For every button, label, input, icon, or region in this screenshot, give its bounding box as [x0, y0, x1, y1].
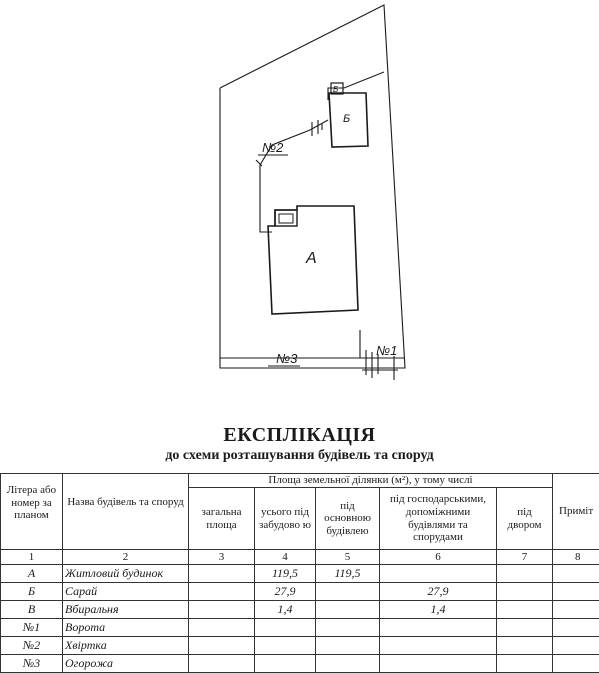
- row-total: [189, 583, 255, 601]
- row-aux: 27,9: [380, 583, 497, 601]
- header-yard: під двором: [497, 488, 553, 550]
- row-total: [189, 565, 255, 583]
- row-letter: А: [1, 565, 63, 583]
- header-total: загальна площа: [189, 488, 255, 550]
- row-aux: 1,4: [380, 601, 497, 619]
- table-row: [1, 619, 599, 637]
- gate-label: №1: [376, 343, 397, 358]
- row-built: 119,5: [255, 565, 316, 583]
- row-letter: Б: [1, 583, 63, 601]
- table-row: [1, 583, 599, 601]
- fence-label: №3: [276, 351, 298, 366]
- row-note: [553, 601, 599, 619]
- column-number: 2: [63, 550, 189, 565]
- row-aux: [380, 619, 497, 637]
- row-main-building: [316, 583, 380, 601]
- row-total: [189, 637, 255, 655]
- row-note: [553, 619, 599, 637]
- column-number: 5: [316, 550, 380, 565]
- row-letter: В: [1, 601, 63, 619]
- row-main-building: 119,5: [316, 565, 380, 583]
- row-letter: №1: [1, 619, 63, 637]
- row-main-building: [316, 601, 380, 619]
- wicket-label: №2: [262, 140, 284, 155]
- building-a-porch: [275, 210, 297, 226]
- header-area-group: Площа земельної ділянки (м²), у тому числі: [189, 474, 553, 488]
- wicket-path: [260, 120, 328, 232]
- row-name: Хвіртка: [63, 637, 189, 655]
- table-row: [1, 637, 599, 655]
- header-built: усього під забудово ю: [255, 488, 316, 550]
- row-note: [553, 565, 599, 583]
- row-aux: [380, 637, 497, 655]
- row-note: [553, 583, 599, 601]
- row-yard: [497, 583, 553, 601]
- row-main-building: [316, 619, 380, 637]
- row-aux: [380, 565, 497, 583]
- table-row: [1, 601, 599, 619]
- building-v-label: Б: [333, 85, 338, 94]
- row-built: [255, 637, 316, 655]
- document-title: ЕКСПЛІКАЦІЯ: [0, 424, 599, 447]
- row-yard: [497, 637, 553, 655]
- row-name: Огорожа: [63, 655, 189, 673]
- row-name: Ворота: [63, 619, 189, 637]
- header-name: Назва будівель та споруд: [63, 474, 189, 550]
- row-total: [189, 619, 255, 637]
- row-letter: №2: [1, 637, 63, 655]
- row-name: Житловий будинок: [63, 565, 189, 583]
- column-number: 7: [497, 550, 553, 565]
- row-built: 27,9: [255, 583, 316, 601]
- header-letter: Літера або номер за планом: [1, 474, 63, 550]
- row-yard: [497, 565, 553, 583]
- building-a-label: А: [305, 250, 317, 267]
- row-built: [255, 619, 316, 637]
- column-number: 1: [1, 550, 63, 565]
- header-aux: під господарськими, допоміжними будівлями та спорудами: [380, 488, 497, 550]
- plot-boundary: [220, 5, 405, 368]
- row-yard: [497, 619, 553, 637]
- row-name: Сарай: [63, 583, 189, 601]
- row-name: Вбиральня: [63, 601, 189, 619]
- row-letter: №3: [1, 655, 63, 673]
- row-yard: [497, 601, 553, 619]
- column-numbers-row: [1, 550, 599, 565]
- document-subtitle: до схеми розташування будівель та споруд: [0, 448, 599, 464]
- explication-table: [0, 473, 599, 673]
- column-number: 3: [189, 550, 255, 565]
- header-main-building: під основною будівлею: [316, 488, 380, 550]
- row-built: 1,4: [255, 601, 316, 619]
- building-b-label: Б: [343, 113, 350, 125]
- header-note: Приміт: [553, 474, 599, 550]
- row-main-building: [316, 637, 380, 655]
- table-row: [1, 565, 599, 583]
- column-number: 6: [380, 550, 497, 565]
- column-number: 8: [553, 550, 599, 565]
- column-number: 4: [255, 550, 316, 565]
- row-total: [189, 601, 255, 619]
- row-note: [553, 637, 599, 655]
